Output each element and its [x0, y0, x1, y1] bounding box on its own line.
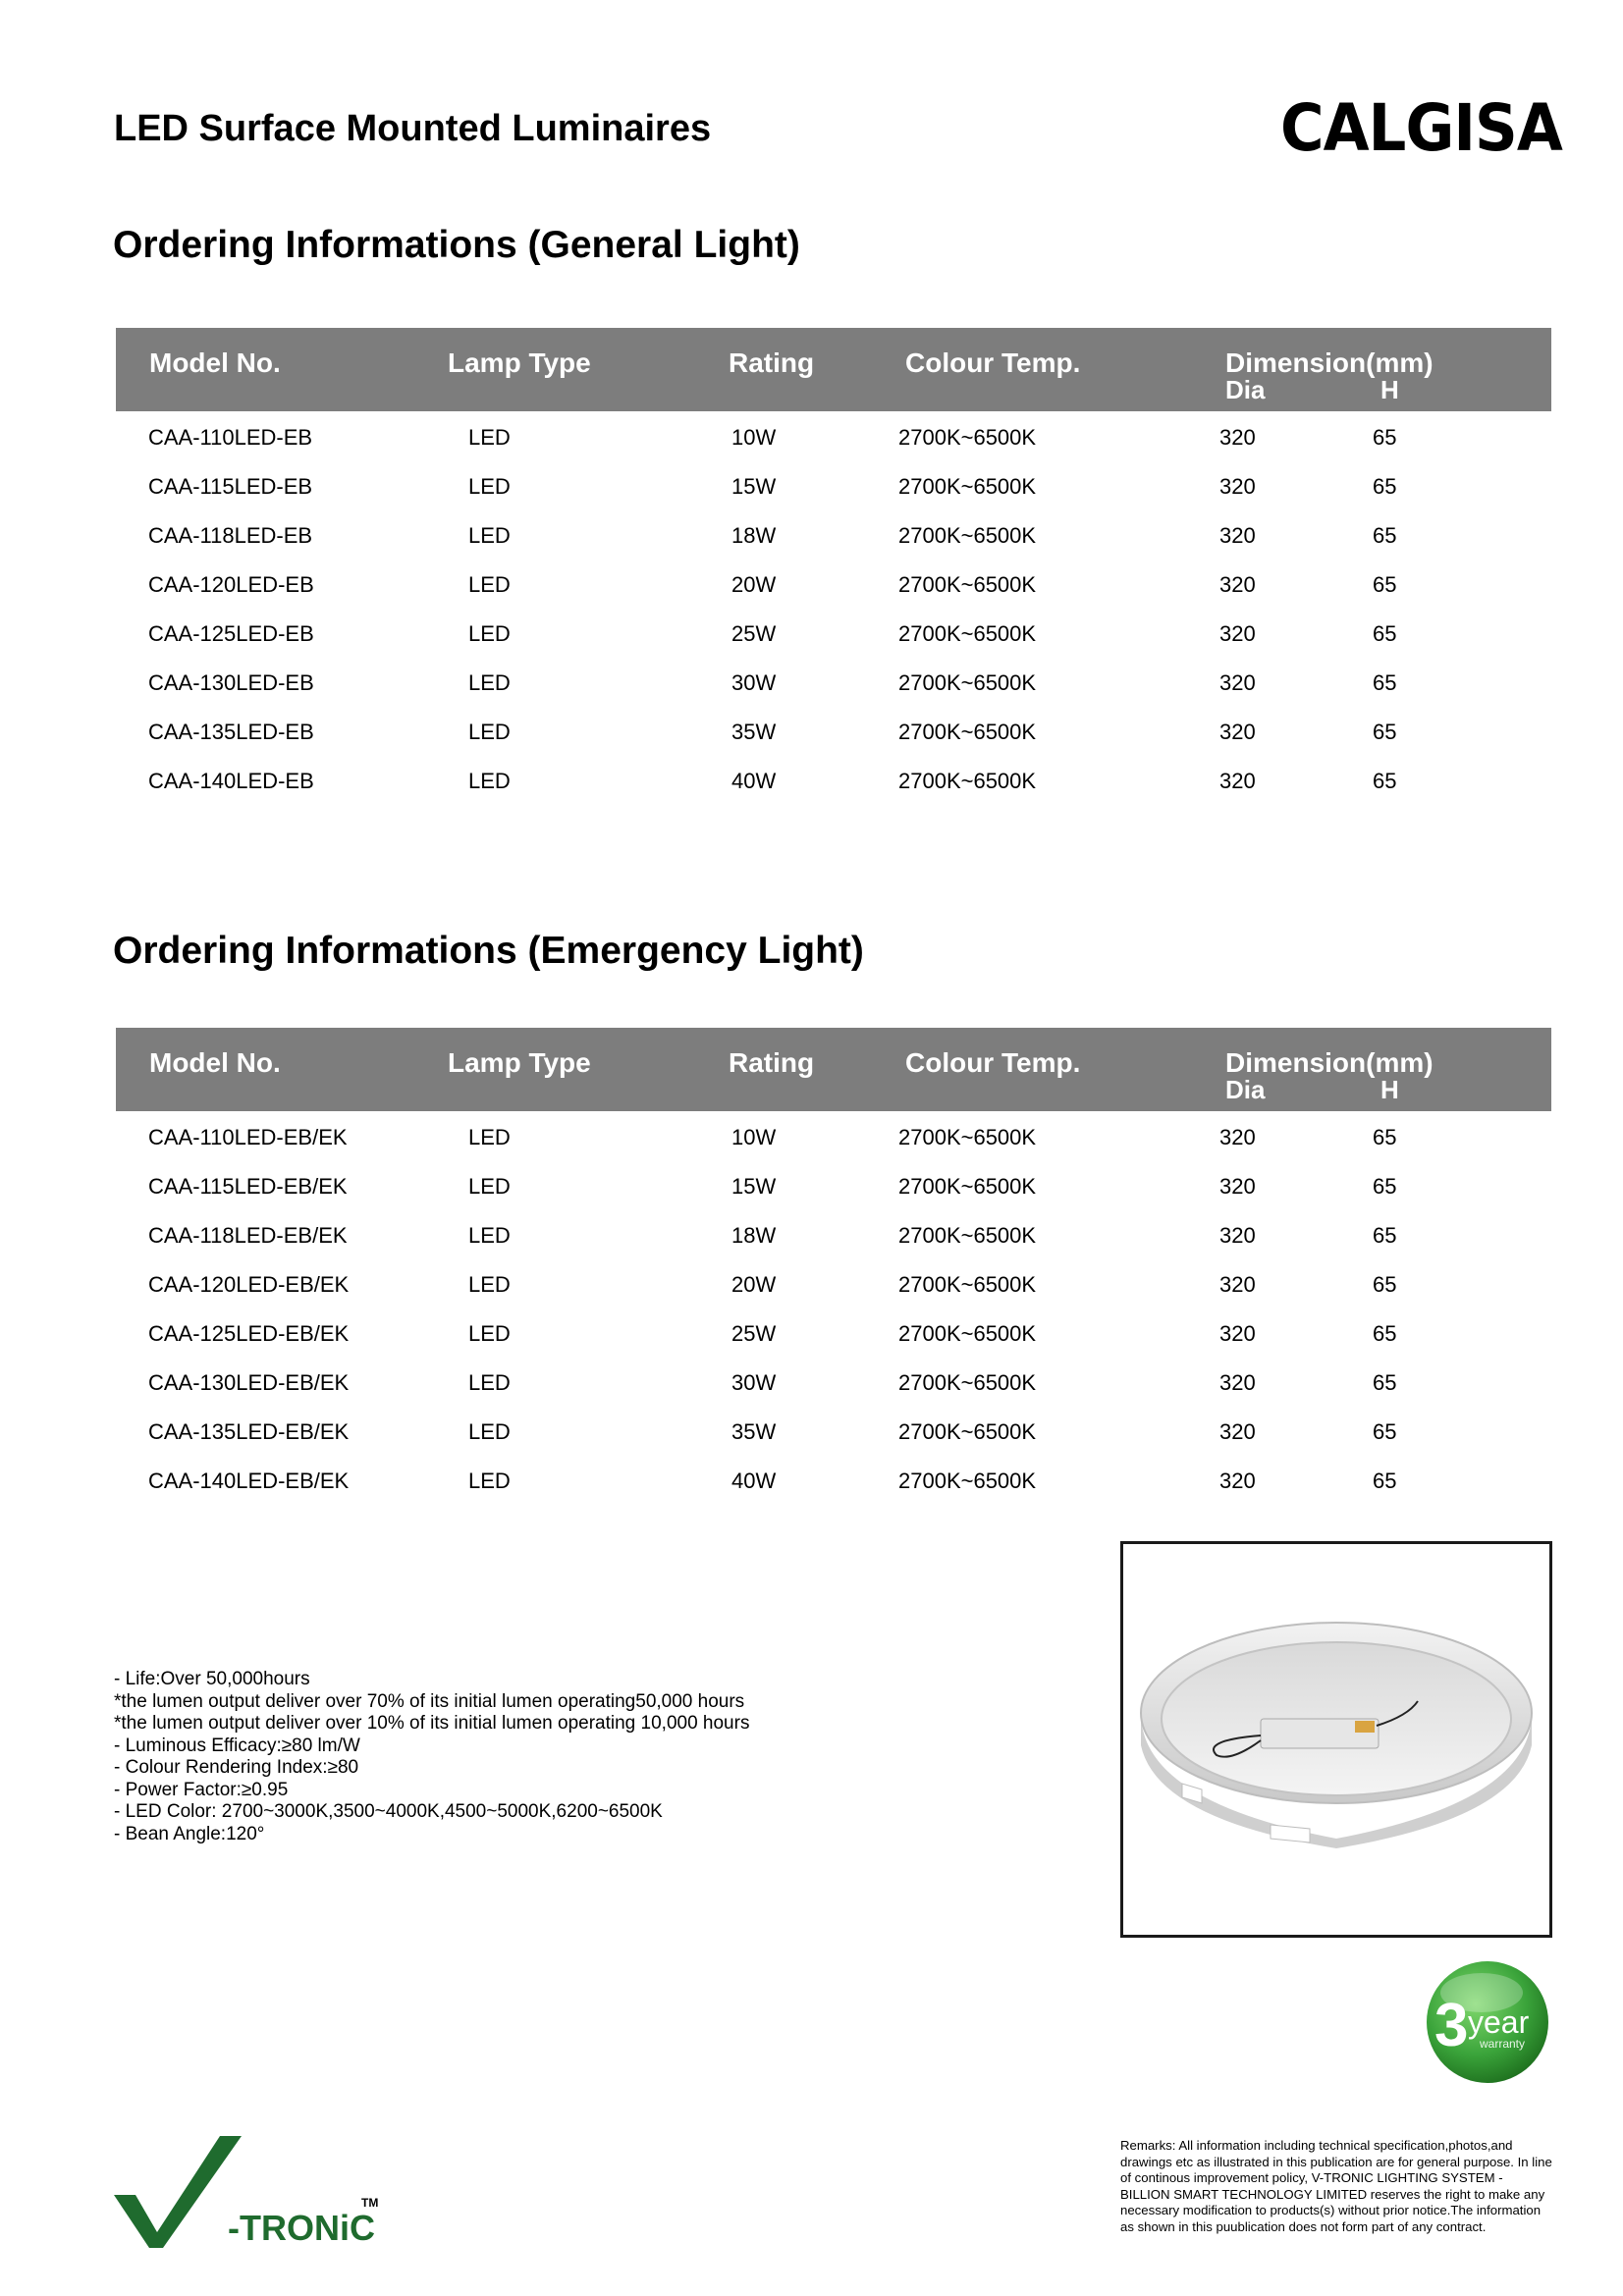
table-row [116, 1406, 1551, 1455]
spec-line: - Bean Angle:120° [114, 1823, 265, 1844]
table-body [116, 411, 1551, 804]
cell-lamp: LED [468, 621, 511, 646]
cell-rating: 35W [731, 1419, 777, 1444]
cell-model: CAA-120LED-EB/EK [148, 1272, 350, 1297]
header-model: Model No. [149, 1047, 281, 1078]
table-row [116, 1258, 1551, 1308]
cell-rating: 40W [731, 1468, 777, 1493]
cell-model: CAA-140LED-EB [148, 769, 314, 793]
cell-dia: 320 [1219, 1370, 1256, 1395]
table-row [116, 1209, 1551, 1258]
cell-lamp: LED [468, 425, 511, 450]
cell-temp: 2700K~6500K [898, 1223, 1037, 1248]
cell-temp: 2700K~6500K [898, 1468, 1037, 1493]
cell-h: 65 [1373, 425, 1397, 450]
general-table [116, 328, 1551, 804]
emergency-table [116, 1028, 1551, 1504]
cell-model: CAA-115LED-EB/EK [148, 1174, 348, 1199]
brand-logo: CALGISA [1280, 90, 1562, 166]
cell-temp: 2700K~6500K [898, 474, 1037, 499]
cell-lamp: LED [468, 1174, 511, 1199]
warranty-badge-icon [1425, 1959, 1550, 2085]
header-h: H [1380, 375, 1399, 404]
table-row [116, 657, 1551, 706]
cell-lamp: LED [468, 720, 511, 744]
luminaire-image [1123, 1544, 1549, 1935]
cell-temp: 2700K~6500K [898, 621, 1037, 646]
cell-model: CAA-130LED-EB [148, 670, 314, 695]
table-body [116, 1111, 1551, 1504]
cell-rating: 25W [731, 621, 777, 646]
cell-rating: 35W [731, 720, 777, 744]
header-dimension: Dimension(mm) [1225, 1047, 1434, 1078]
cell-dia: 320 [1219, 1272, 1256, 1297]
specifications-list [114, 1669, 749, 1845]
table-row [116, 1455, 1551, 1504]
table-row [116, 559, 1551, 608]
header-dia: Dia [1225, 1075, 1266, 1104]
cell-temp: 2700K~6500K [898, 1174, 1037, 1199]
table-row [116, 1308, 1551, 1357]
cell-rating: 30W [731, 1370, 777, 1395]
table-row [116, 1160, 1551, 1209]
cell-temp: 2700K~6500K [898, 720, 1037, 744]
cell-model: CAA-110LED-EB [148, 425, 313, 450]
cell-model: CAA-125LED-EB/EK [148, 1321, 350, 1346]
cell-h: 65 [1373, 720, 1397, 744]
cell-lamp: LED [468, 1370, 511, 1395]
cell-rating: 10W [731, 1125, 777, 1149]
header-lamp-type: Lamp Type [448, 347, 591, 378]
header-colour-temp: Colour Temp. [905, 1047, 1081, 1078]
cell-dia: 320 [1219, 769, 1256, 793]
cell-h: 65 [1373, 1321, 1397, 1346]
badge-word: year [1468, 2004, 1530, 2040]
cell-model: CAA-125LED-EB [148, 621, 314, 646]
cell-lamp: LED [468, 523, 511, 548]
cell-model: CAA-118LED-EB/EK [148, 1223, 348, 1248]
cell-rating: 18W [731, 1223, 777, 1248]
spec-line: *the lumen output deliver over 10% of its initial lumen operating 10,000 hours [114, 1713, 750, 1734]
cell-h: 65 [1373, 670, 1397, 695]
checkmark-logo-icon [114, 2132, 389, 2250]
cell-temp: 2700K~6500K [898, 523, 1037, 548]
table-row [116, 411, 1551, 460]
cell-model: CAA-110LED-EB/EK [148, 1125, 348, 1149]
cell-temp: 2700K~6500K [898, 769, 1037, 793]
cell-temp: 2700K~6500K [898, 425, 1037, 450]
cell-rating: 30W [731, 670, 777, 695]
cell-lamp: LED [468, 1419, 511, 1444]
cell-dia: 320 [1219, 1125, 1256, 1149]
cell-h: 65 [1373, 474, 1397, 499]
cell-temp: 2700K~6500K [898, 1125, 1037, 1149]
cell-temp: 2700K~6500K [898, 1272, 1037, 1297]
cell-lamp: LED [468, 572, 511, 597]
cell-model: CAA-140LED-EB/EK [148, 1468, 350, 1493]
header-dimension: Dimension(mm) [1225, 347, 1434, 378]
cell-rating: 18W [731, 523, 777, 548]
cell-temp: 2700K~6500K [898, 1419, 1037, 1444]
cell-model: CAA-120LED-EB [148, 572, 314, 597]
table-row [116, 755, 1551, 804]
table-row [116, 509, 1551, 559]
table-row [116, 706, 1551, 755]
cell-model: CAA-115LED-EB [148, 474, 313, 499]
header-rating: Rating [729, 1047, 815, 1078]
table-row [116, 1111, 1551, 1160]
warranty-badge [1425, 1959, 1550, 2085]
cell-dia: 320 [1219, 572, 1256, 597]
cell-temp: 2700K~6500K [898, 572, 1037, 597]
section-title-emergency: Ordering Informations (Emergency Light) [113, 930, 864, 972]
cell-model: CAA-118LED-EB [148, 523, 313, 548]
cell-h: 65 [1373, 1272, 1397, 1297]
cell-dia: 320 [1219, 1468, 1256, 1493]
cell-lamp: LED [468, 670, 511, 695]
cell-h: 65 [1373, 572, 1397, 597]
logo-tm: TM [361, 2196, 379, 2210]
header-colour-temp: Colour Temp. [905, 347, 1081, 378]
table-row [116, 460, 1551, 509]
cell-dia: 320 [1219, 1223, 1256, 1248]
header-lamp-type: Lamp Type [448, 1047, 591, 1078]
cell-h: 65 [1373, 1223, 1397, 1248]
cell-dia: 320 [1219, 670, 1256, 695]
cell-dia: 320 [1219, 425, 1256, 450]
cell-lamp: LED [468, 1468, 511, 1493]
section-title-general: Ordering Informations (General Light) [113, 224, 800, 266]
cell-dia: 320 [1219, 621, 1256, 646]
product-photo [1120, 1541, 1552, 1938]
cell-h: 65 [1373, 1125, 1397, 1149]
table-row [116, 1357, 1551, 1406]
cell-temp: 2700K~6500K [898, 670, 1037, 695]
cell-lamp: LED [468, 474, 511, 499]
cell-model: CAA-135LED-EB/EK [148, 1419, 350, 1444]
header-h: H [1380, 1075, 1399, 1104]
cell-h: 65 [1373, 1468, 1397, 1493]
spec-line: - Life:Over 50,000hours [114, 1669, 310, 1689]
cell-dia: 320 [1219, 1321, 1256, 1346]
table-header [116, 328, 1551, 411]
page-title: LED Surface Mounted Luminaires [114, 108, 712, 149]
badge-number: 3 [1434, 1992, 1469, 2059]
cell-rating: 15W [731, 474, 777, 499]
remarks: Remarks: All information including technical specification,photos,and drawings etc as illustrated in this publication are for general purpose. In line of continous improvement policy, V-TRONIC LIGHTING SYSTEM - BILLION SMART TECHNOLOGY LIMITED reserves the right to make any necessary modification to products(s) without prior notice.The information as shown in this puublication does not form part of any contract. [1120, 2138, 1552, 2234]
cell-lamp: LED [468, 769, 511, 793]
cell-dia: 320 [1219, 523, 1256, 548]
cell-model: CAA-130LED-EB/EK [148, 1370, 350, 1395]
logo-text: -TRONiC [228, 2208, 375, 2248]
spec-line: - Luminous Efficacy:≥80 lm/W [114, 1735, 360, 1756]
cell-rating: 10W [731, 425, 777, 450]
cell-model: CAA-135LED-EB [148, 720, 314, 744]
spec-line: *the lumen output deliver over 70% of its initial lumen operating50,000 hours [114, 1690, 745, 1712]
cell-rating: 15W [731, 1174, 777, 1199]
cell-rating: 25W [731, 1321, 777, 1346]
header-dia: Dia [1225, 375, 1266, 404]
cell-h: 65 [1373, 621, 1397, 646]
cell-rating: 40W [731, 769, 777, 793]
cell-dia: 320 [1219, 474, 1256, 499]
cell-temp: 2700K~6500K [898, 1321, 1037, 1346]
cell-h: 65 [1373, 1174, 1397, 1199]
cell-dia: 320 [1219, 1174, 1256, 1199]
table-row [116, 608, 1551, 657]
cell-dia: 320 [1219, 720, 1256, 744]
vtronic-logo [114, 2132, 389, 2250]
cell-h: 65 [1373, 1370, 1397, 1395]
cell-lamp: LED [468, 1272, 511, 1297]
cell-lamp: LED [468, 1125, 511, 1149]
cell-dia: 320 [1219, 1419, 1256, 1444]
header-model: Model No. [149, 347, 281, 378]
badge-sub: warranty [1480, 2037, 1526, 2051]
header-rating: Rating [729, 347, 815, 378]
cell-h: 65 [1373, 1419, 1397, 1444]
cell-h: 65 [1373, 523, 1397, 548]
cell-lamp: LED [468, 1223, 511, 1248]
cell-h: 65 [1373, 769, 1397, 793]
cell-rating: 20W [731, 1272, 777, 1297]
spec-line: - Power Factor:≥0.95 [114, 1779, 289, 1800]
cell-temp: 2700K~6500K [898, 1370, 1037, 1395]
cell-rating: 20W [731, 572, 777, 597]
cell-lamp: LED [468, 1321, 511, 1346]
spec-line: - LED Color: 2700~3000K,3500~4000K,4500~5000K,6200~6500K [114, 1801, 663, 1822]
spec-line: - Colour Rendering Index:≥80 [114, 1757, 359, 1778]
table-header [116, 1028, 1551, 1111]
